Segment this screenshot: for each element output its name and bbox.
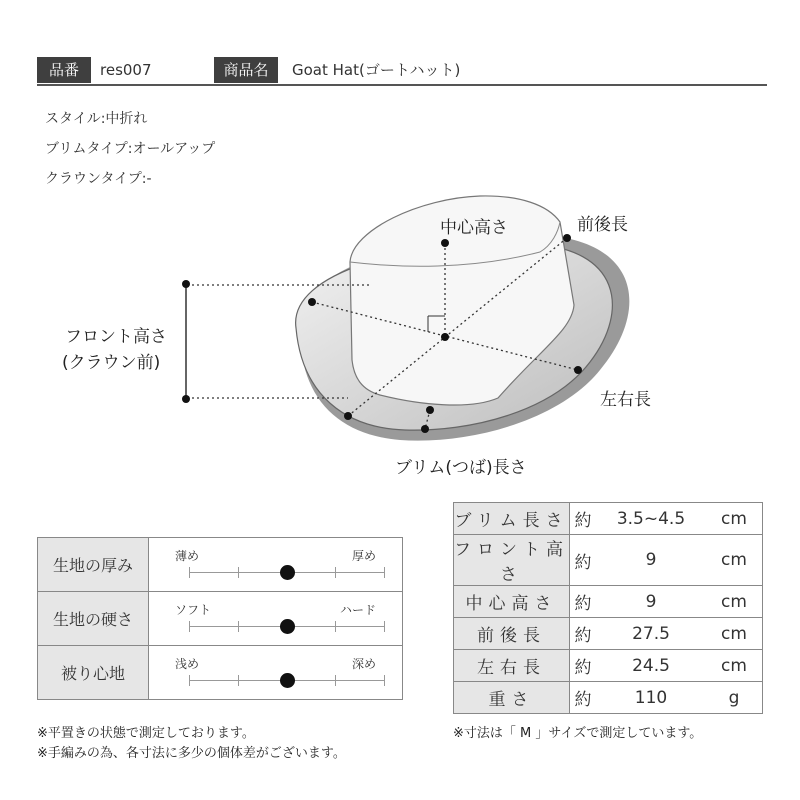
- scale-tick: [384, 621, 385, 632]
- feel-scale: [149, 592, 403, 646]
- scale-tick: [189, 675, 190, 686]
- spec-value: 27.5: [596, 618, 706, 650]
- spec-unit: cm: [706, 535, 763, 586]
- brim-type-info: ブリムタイプ:オールアップ: [45, 141, 216, 157]
- spec-value: 24.5: [596, 650, 706, 682]
- scale-tick: [238, 567, 239, 578]
- left-right-label: 左右長: [600, 390, 651, 410]
- spec-label: フロント高さ: [454, 535, 570, 586]
- feel-scale: [149, 538, 403, 592]
- spec-value: 110: [596, 682, 706, 714]
- spec-row: [454, 503, 763, 535]
- spec-unit: g: [706, 682, 763, 714]
- product-name-label: 商品名: [214, 57, 278, 83]
- scale-max-label: 深め: [351, 657, 376, 671]
- feel-row: [38, 592, 403, 646]
- item-number-label: 品番: [37, 57, 91, 83]
- size-spec-table: [453, 502, 763, 714]
- spec-row: [454, 535, 763, 586]
- header-divider: [37, 84, 767, 86]
- scale-min-label: 薄め: [175, 549, 200, 563]
- scale-max-label: 厚め: [351, 549, 376, 563]
- feel-label: 生地の厚み: [38, 538, 149, 592]
- scale-tick: [384, 567, 385, 578]
- note-size-measured: ※寸法は「 M 」サイズで測定しています。: [453, 726, 703, 741]
- item-number: res007: [100, 61, 152, 79]
- spec-approx: 約: [570, 650, 597, 682]
- spec-label: ブリム長さ: [454, 503, 570, 535]
- scale-max-label: ハード: [339, 603, 376, 617]
- spec-unit: cm: [706, 503, 763, 535]
- note-flat-measure: ※平置きの状態で測定しております。: [37, 726, 255, 741]
- product-name: Goat Hat(ゴートハット): [292, 61, 461, 79]
- center-point: [441, 333, 449, 341]
- spec-approx: 約: [570, 535, 597, 586]
- front-height-sub-label: (クラウン前): [62, 353, 161, 373]
- spec-row: [454, 682, 763, 714]
- front-back-point: [563, 234, 571, 242]
- scale-min-label: ソフト: [175, 603, 212, 617]
- fabric-feel-table: [37, 537, 403, 700]
- feel-row: [38, 646, 403, 700]
- brim-length-label: ブリム(つば)長さ: [395, 458, 527, 478]
- scale-tick: [238, 675, 239, 686]
- scale-min-label: 浅め: [175, 657, 200, 671]
- center-height-top-point: [441, 239, 449, 247]
- spec-row: [454, 650, 763, 682]
- scale-tick: [335, 675, 336, 686]
- spec-row: [454, 618, 763, 650]
- spec-unit: cm: [706, 618, 763, 650]
- spec-approx: 約: [570, 618, 597, 650]
- scale-tick: [335, 621, 336, 632]
- style-info: スタイル:中折れ: [45, 111, 148, 127]
- front-height-top-point: [182, 280, 190, 288]
- feel-label: 被り心地: [38, 646, 149, 700]
- spec-label: 左右長: [454, 650, 570, 682]
- scale-indicator: [280, 673, 295, 688]
- spec-approx: 約: [570, 682, 597, 714]
- spec-value: 9: [596, 586, 706, 618]
- spec-label: 中心高さ: [454, 586, 570, 618]
- crown-type-info: クラウンタイプ:-: [45, 171, 152, 187]
- scale-tick: [189, 621, 190, 632]
- spec-approx: 約: [570, 586, 597, 618]
- left-point: [308, 298, 316, 306]
- spec-value: 3.5~4.5: [596, 503, 706, 535]
- scale-tick: [238, 621, 239, 632]
- spec-row: [454, 586, 763, 618]
- front-height-label: フロント高さ: [65, 327, 167, 347]
- front-back-label: 前後長: [577, 215, 628, 235]
- feel-row: [38, 538, 403, 592]
- spec-value: 9: [596, 535, 706, 586]
- spec-label: 重さ: [454, 682, 570, 714]
- scale-tick: [189, 567, 190, 578]
- spec-label: 前後長: [454, 618, 570, 650]
- spec-approx: 約: [570, 503, 597, 535]
- scale-indicator: [280, 619, 295, 634]
- spec-unit: cm: [706, 650, 763, 682]
- right-point: [574, 366, 582, 374]
- scale-tick: [384, 675, 385, 686]
- spec-unit: cm: [706, 586, 763, 618]
- feel-scale: [149, 646, 403, 700]
- center-height-label: 中心高さ: [440, 218, 508, 238]
- front-point: [344, 412, 352, 420]
- note-handmade: ※手編みの為、各寸法に多少の個体差がございます。: [37, 746, 346, 761]
- brim-inner-point: [426, 406, 434, 414]
- scale-tick: [335, 567, 336, 578]
- front-height-bottom-point: [182, 395, 190, 403]
- brim-outer-point: [421, 425, 429, 433]
- scale-indicator: [280, 565, 295, 580]
- feel-label: 生地の硬さ: [38, 592, 149, 646]
